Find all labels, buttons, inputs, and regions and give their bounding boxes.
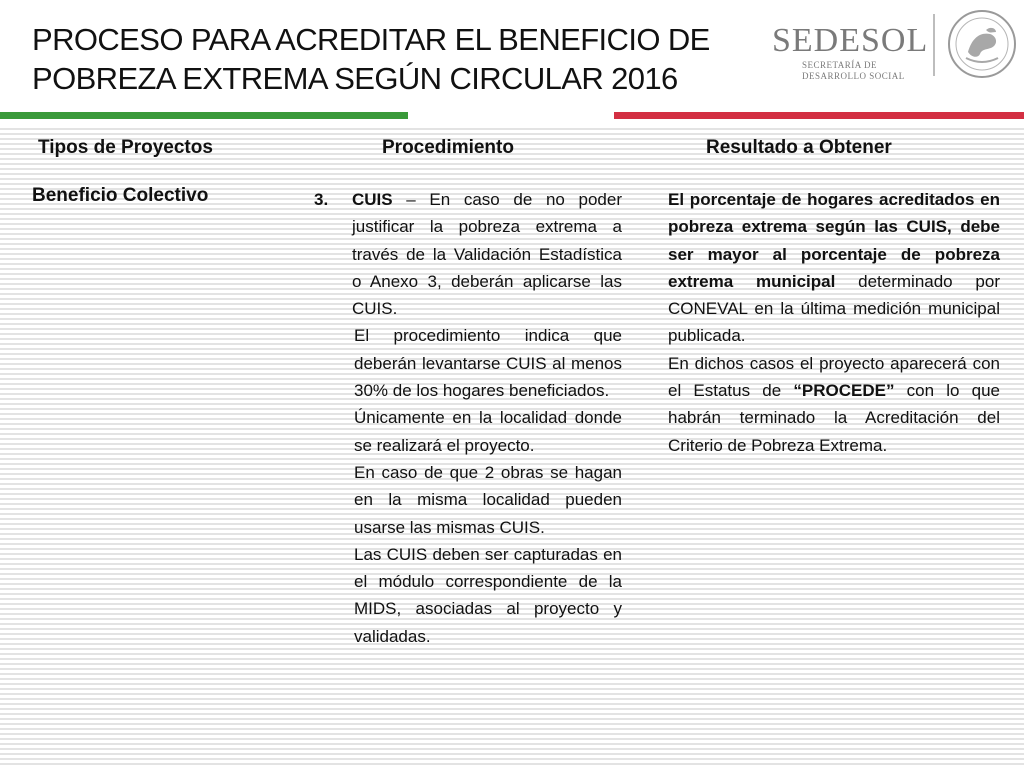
procedure-text: [310, 186, 622, 650]
project-type: Beneficio Colectivo: [32, 185, 209, 206]
procedure-intro-text: – En caso de no poder justificar la pobreza extrema a través de la Validación Estadística o Anexo 3, deberán aplicarse las CUIS.: [352, 190, 622, 319]
procedure-paragraph: Las CUIS deben ser capturadas en el módulo correspondiente de la MIDS, asociadas al proyecto y validadas.: [354, 544, 622, 646]
result-paragraph-1: [668, 186, 1000, 350]
status-procede: “PROCEDE”: [793, 381, 895, 401]
logo-subtitle-line-1: SECRETARÍA DE: [802, 60, 878, 70]
result-p2-start: En dichos casos el proyecto aparecerá con el Estatus de: [668, 353, 1000, 401]
procedure-paragraph: Únicamente en la localidad donde se realizará el proyecto.: [354, 408, 622, 455]
result-paragraph-2: [668, 350, 1000, 459]
result-bold: El porcentaje de hogares acreditados en pobreza extrema según las CUIS, debe ser mayor al porcentaje de pobreza extrema municipal: [668, 190, 1000, 291]
result-p2-end: con lo que habrán terminado la Acreditación del Criterio de Pobreza Extrema.: [668, 381, 1000, 455]
green-accent-bar: [0, 112, 408, 119]
list-number: 3.: [314, 190, 329, 209]
red-accent-bar: [614, 112, 1024, 119]
logo-subtitle: [802, 60, 905, 82]
logo-wordmark: SEDESOL: [772, 22, 929, 59]
logo-subtitle-line-2: DESARROLLO SOCIAL: [802, 71, 905, 81]
column-header-tipos: Tipos de Proyectos: [38, 137, 213, 158]
procedure-intro: [352, 186, 622, 322]
column-header-resultado: Resultado a Obtener: [706, 137, 892, 158]
result-text: [668, 186, 1000, 459]
procedure-term: CUIS: [352, 190, 393, 209]
column-header-procedimiento: Procedimiento: [382, 137, 514, 158]
coat-of-arms-icon: [946, 8, 1018, 80]
result-normal: determinado por CONEVAL en la última medición municipal publicada.: [668, 271, 1000, 346]
logo-divider: [933, 14, 935, 76]
slide-header: [0, 0, 1024, 125]
procedure-paragraph: El procedimiento indica que deberán levantarse CUIS al menos 30% de los hogares beneficiados.: [354, 326, 622, 401]
procedure-paragraph: En caso de que 2 obras se hagan en la misma localidad pueden usarse las mismas CUIS.: [354, 462, 622, 537]
sedesol-logo: [772, 22, 929, 82]
page-title: PROCESO PARA ACREDITAR EL BENEFICIO DE POBREZA EXTREMA SEGÚN CIRCULAR 2016: [32, 22, 710, 96]
